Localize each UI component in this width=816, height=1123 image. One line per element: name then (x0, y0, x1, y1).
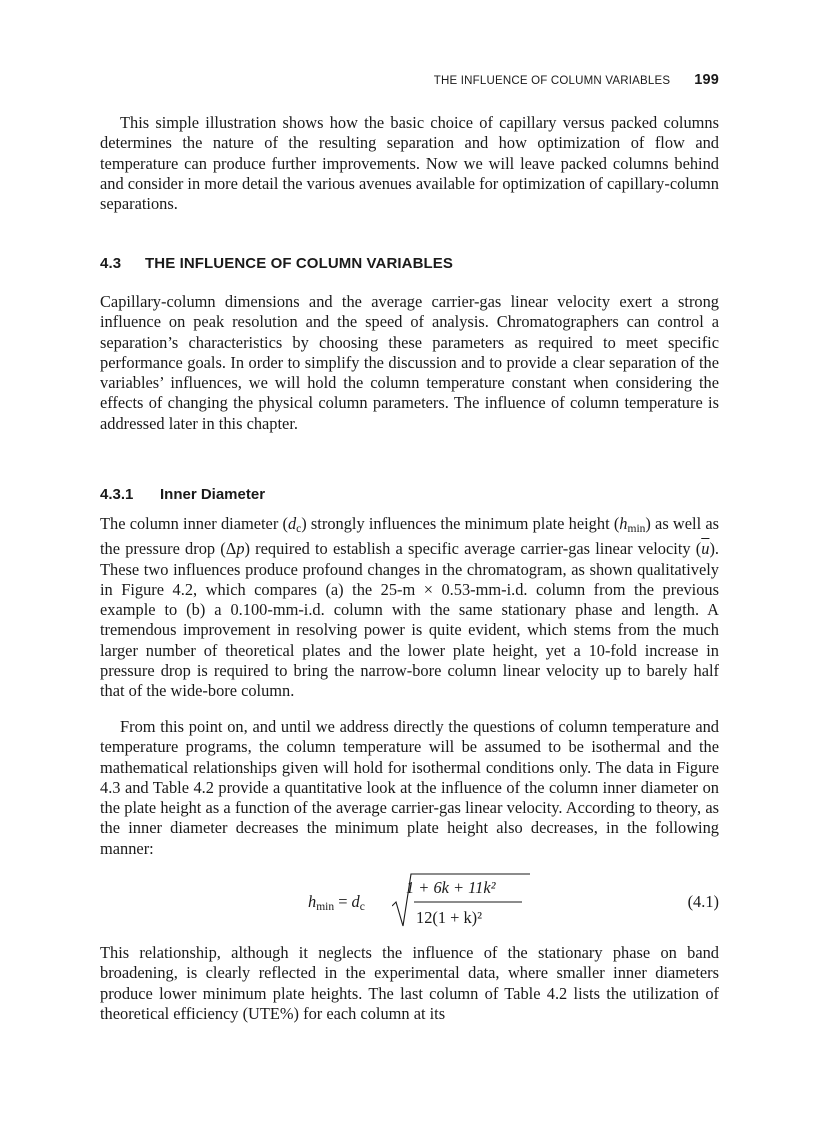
relationship-paragraph: This relationship, although it neglects the influence of the stationary phase on band broadening, is clearly reflected in the experimental data, where smaller inner diameters produce lower minimum plate heights. The last column of Table 4.2 lists the utilization of theoretical efficiency (UTE%) for each column at its (100, 943, 719, 1023)
subsection-number: 4.3.1 (100, 486, 134, 503)
inner-diameter-paragraph (100, 514, 719, 702)
fraction-denominator: 12(1 + k)² (416, 908, 483, 927)
math-subscript: min (627, 523, 646, 535)
equation-lhs (308, 892, 365, 913)
math-subscript: c (296, 523, 302, 535)
subsection-title: Inner Diameter (160, 486, 266, 503)
math-subscript: min (316, 901, 335, 913)
page-number: 199 (694, 72, 719, 88)
text-run: The column inner diameter ( (100, 514, 288, 533)
math-symbol: h (619, 514, 628, 533)
section-heading (100, 255, 719, 272)
math-symbol: $\overline{u}$ (701, 539, 710, 559)
text-run: ) as well as the pressure drop (Δ (100, 514, 719, 559)
math-symbol: p (236, 539, 245, 559)
section-paragraph: Capillary-column dimensions and the average carrier-gas linear velocity exert a strong influence on peak resolution and the speed of analysis. Chromatographers can control a separation’s characteristics by choosing these parameters as required to meet specific performance goals. In order to simplify the discussion and to provide a clear separation of the variables’ influences, we will hold the column temperature constant when considering the effects of changing the physical column parameters. The influence of column temperature is addressed later in this chapter. (100, 292, 719, 433)
intro-paragraph: This simple illustration shows how the basic choice of capillary versus packed columns determines the nature of the resulting separation and how optimization of flow and temperature can produce further improvements. Now we will leave packed columns behind and consider in more detail the various avenues available for optimization of capillary-column separations. (100, 113, 719, 214)
running-header (100, 72, 719, 88)
math-symbol: d (351, 892, 360, 911)
equation-4-1 (100, 872, 719, 932)
text-run: ). These two influences produce profound changes in the chromatogram, as shown qualitatively in Figure 4.2, which compares (a) the 25-m × 0.53-mm-i.d. column from the previous example to (b) a 0.100-mm-i.d. column with the same stationary phase and length. A tremendous improvement in resolving power is quite evident, which stems from the much larger number of theoretical plates and the lower plate height, yet a 10-fold increase in pressure drop is required to bring the narrow-bore column linear velocity up to barely half that of the wide-bore column. (100, 539, 719, 701)
running-title: THE INFLUENCE OF COLUMN VARIABLES (433, 75, 671, 87)
text-run: ) required to establish a specific average carrier-gas linear velocity ( (244, 539, 702, 559)
equals-sign: = (334, 892, 352, 911)
fraction-numerator: 1 + 6k + 11k² (406, 878, 496, 897)
equation-number: (4.1) (687, 892, 719, 911)
isothermal-paragraph: From this point on, and until we address directly the questions of column temperature and temperature programs, the column temperature will be assumed to be isothermal and the mathematical relationships given will hold for isothermal conditions only. The data in Figure 4.3 and Table 4.2 provide a quantitative look at the influence of the column inner diameter on the plate height as a function of the average carrier-gas linear velocity. According to theory, as the inner diameter decreases the minimum plate height also decreases, in the following manner: (100, 717, 719, 858)
math-subscript: c (359, 901, 365, 913)
subsection-heading (100, 486, 719, 503)
section-title: THE INFLUENCE OF COLUMN VARIABLES (145, 255, 454, 272)
math-symbol: h (308, 892, 317, 911)
math-symbol: d (287, 514, 297, 533)
section-number: 4.3 (100, 255, 122, 272)
text-run: ) strongly influences the minimum plate height ( (301, 514, 620, 533)
